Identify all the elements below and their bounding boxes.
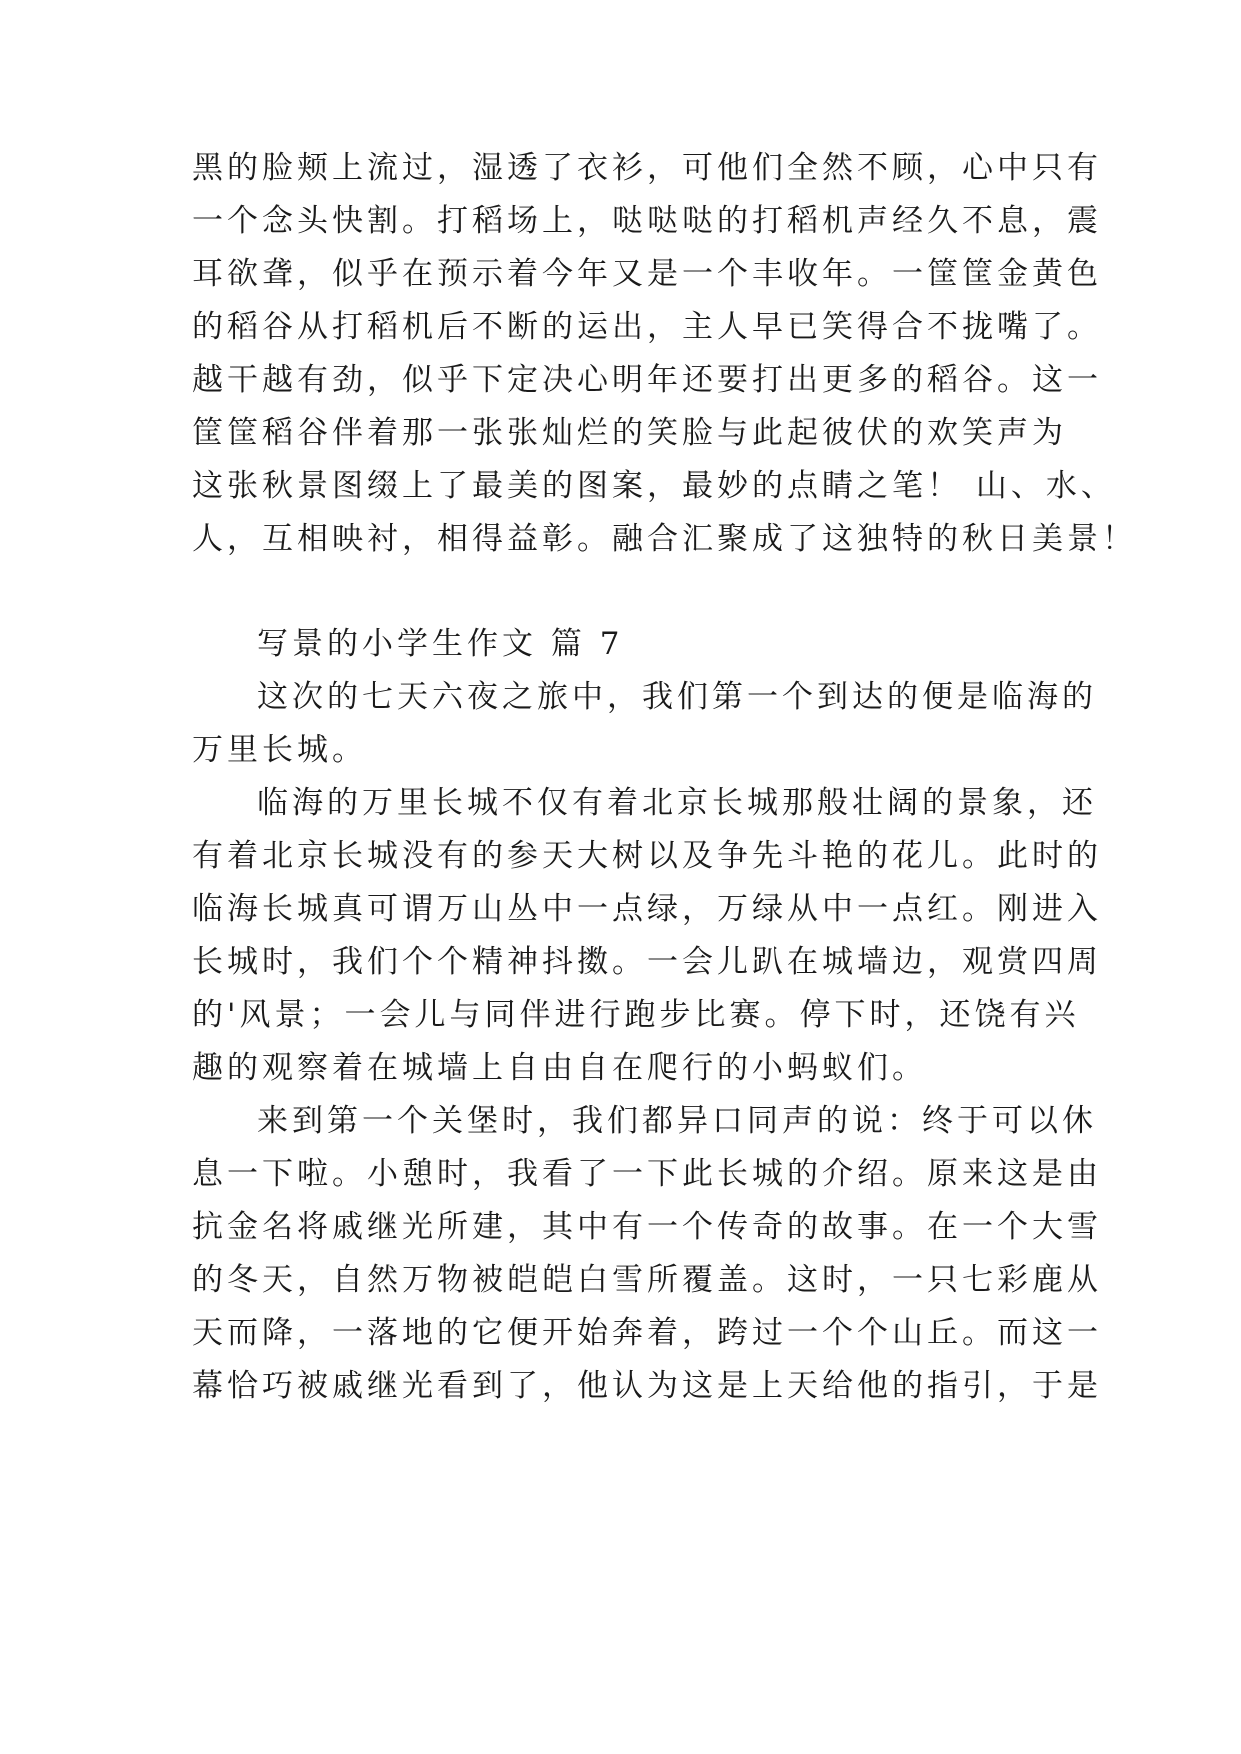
paragraph-line: 幕恰巧被戚继光看到了，他认为这是上天给他的指引，于是 [192,1368,1102,1404]
paragraph-line: 长城时，我们个个精神抖擞。一会儿趴在城墙边，观赏四周 [192,944,1102,980]
continuation-line: 人，互相映衬，相得益彰。融合汇聚成了这独特的秋日美景！ [192,521,1137,557]
continuation-line: 越干越有劲，似乎下定决心明年还要打出更多的稻谷。这一 [192,362,1102,398]
continuation-line: 的稻谷从打稻机后不断的运出，主人早已笑得合不拢嘴了。 [192,309,1102,345]
paragraph-line: 抗金名将戚继光所建，其中有一个传奇的故事。在一个大雪 [192,1209,1102,1245]
paragraph-line: 有着北京长城没有的参天大树以及争先斗艳的花儿。此时的 [192,838,1102,874]
paragraph-line: 临海长城真可谓万山丛中一点绿，万绿从中一点红。刚进入 [192,891,1102,927]
paragraph-line: 临海的万里长城不仅有着北京长城那般壮阔的景象，还 [257,785,1097,821]
paragraph-line: 万里长城。 [192,732,367,768]
paragraph-line: 的冬天，自然万物被皑皑白雪所覆盖。这时，一只七彩鹿从 [192,1262,1102,1298]
paragraph-line: 息一下啦。小憩时，我看了一下此长城的介绍。原来这是由 [192,1156,1102,1192]
paragraph-line: 趣的观察着在城墙上自由自在爬行的小蚂蚁们。 [192,1050,927,1086]
continuation-line: 这张秋景图缀上了最美的图案，最妙的点睛之笔！ 山、水、 [192,468,1116,504]
paragraph-line: 天而降，一落地的它便开始奔着，跨过一个个山丘。而这一 [192,1315,1102,1351]
paragraph-line: 的'风景；一会儿与同伴进行跑步比赛。停下时，还饶有兴 [192,997,1080,1033]
continuation-line: 耳欲聋，似乎在预示着今年又是一个丰收年。一筐筐金黄色 [192,256,1102,292]
continuation-line: 一个念头快割。打稻场上，哒哒哒的打稻机声经久不息，震 [192,203,1102,239]
paragraph-line: 来到第一个关堡时，我们都异口同声的说：终于可以休 [257,1103,1097,1139]
continuation-line: 黑的脸颊上流过，湿透了衣衫，可他们全然不顾，心中只有 [192,150,1102,186]
continuation-line: 筐筐稻谷伴着那一张张灿烂的笑脸与此起彼伏的欢笑声为 [192,415,1067,451]
paragraph-line: 这次的七天六夜之旅中，我们第一个到达的便是临海的 [257,679,1097,715]
section-title: 写景的小学生作文 篇 7 [257,626,624,662]
